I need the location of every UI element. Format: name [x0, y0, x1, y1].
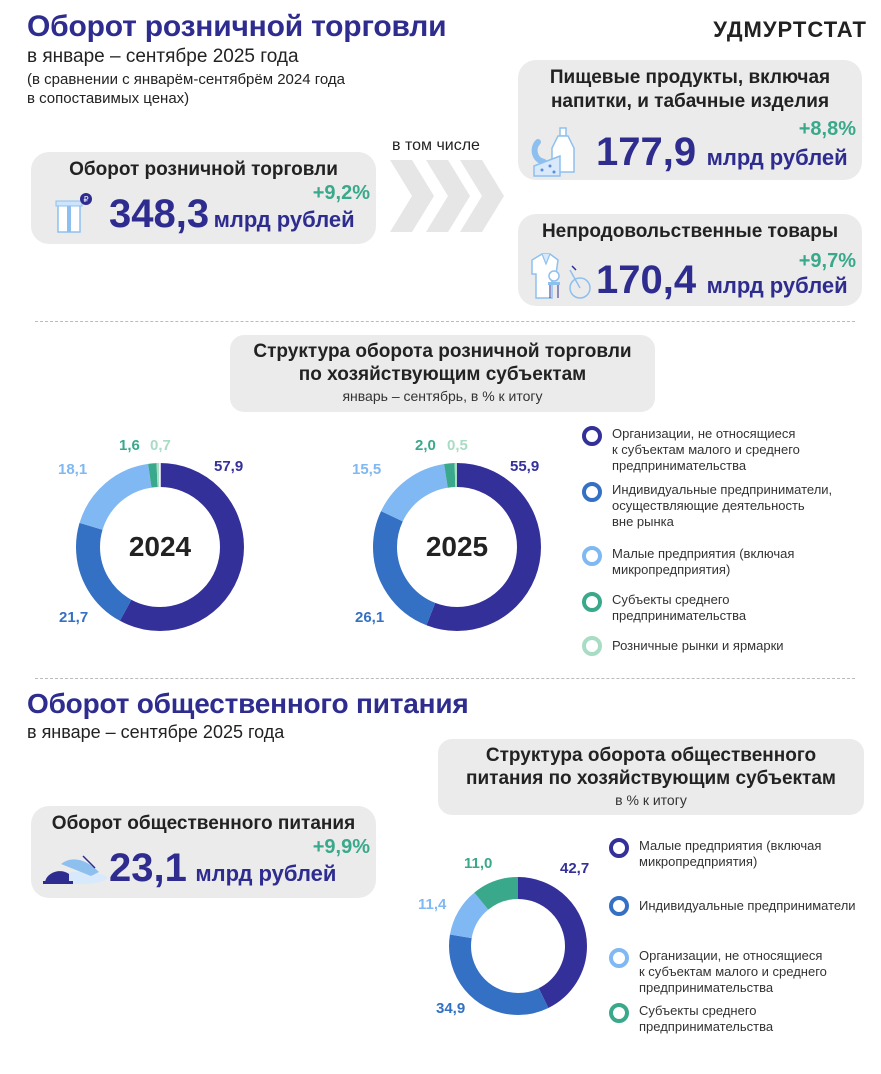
retail-total-value: 348,3 — [109, 192, 210, 236]
retail-structure-title-line2: по хозяйствующим субъектам — [298, 364, 587, 385]
brand-logo: УДМУРТСТАТ — [713, 17, 867, 42]
label-catering-individual: 34,9 — [436, 1000, 466, 1017]
nonfood-value: 170,4 — [596, 258, 697, 302]
legend-text: Субъекты среднего — [612, 592, 730, 607]
legend-text: вне рынка — [612, 514, 674, 529]
donut-catering-svg — [448, 876, 588, 1016]
legend-text: осуществляющие деятельность — [612, 498, 805, 513]
legend-text: Малые предприятия (включая — [639, 838, 822, 853]
legend-ring-icon — [582, 592, 602, 612]
catering-structure-title-line2: питания по хозяйствующим субъектам — [466, 768, 836, 789]
donut-chart-catering — [448, 876, 588, 1016]
legend-item-individual — [609, 896, 874, 948]
donut-chart-2024 — [76, 463, 244, 631]
retail-structure-subtitle: январь – сентябрь, в % к итогу — [342, 388, 543, 404]
page-title: Оборот розничной торговли — [27, 10, 447, 43]
legend-text: Индивидуальные предприниматели — [639, 898, 856, 913]
legend-ring-icon — [609, 1003, 629, 1023]
legend-ring-icon — [582, 426, 602, 446]
legend-item-markets — [582, 636, 872, 656]
catering-change: +9,9% — [312, 836, 370, 858]
retail-total-card — [31, 152, 376, 244]
catering-structure-title-line1: Структура оборота общественного — [485, 745, 817, 766]
legend-text: предпринимательства — [639, 1019, 774, 1034]
retail-total-change: +9,2% — [312, 182, 370, 204]
legend-item-individual — [582, 482, 872, 546]
legend-text: к субъектам малого и среднего — [612, 442, 800, 457]
page-note-line2: в сопоставимых ценах) — [27, 90, 190, 107]
gift-box-ruble-icon — [55, 192, 95, 241]
catering-unit: млрд рублей — [195, 861, 337, 886]
page-subtitle: в январе – сентябре 2025 года — [27, 46, 299, 67]
page-note-line1: (в сравнении с январём-сентябрём 2024 года — [27, 71, 345, 88]
catering-dish-icon — [43, 854, 109, 893]
label-2025-small: 15,5 — [352, 461, 382, 478]
legend-item-small — [582, 546, 872, 592]
section-divider — [35, 321, 855, 322]
catering-card — [31, 806, 376, 898]
legend-text: микропредприятия) — [612, 562, 731, 577]
retail-structure-title-line1: Структура оборота розничной торговли — [253, 341, 632, 362]
label-catering-small: 42,7 — [560, 860, 590, 877]
retail-total-title: Оборот розничной торговли — [69, 159, 338, 180]
label-catering-medium: 11,0 — [464, 855, 493, 872]
food-unit: млрд рублей — [706, 145, 848, 170]
retail-total-unit: млрд рублей — [213, 207, 355, 232]
chevron-arrows-icon — [390, 160, 510, 237]
legend-item-medium — [582, 592, 872, 636]
section-divider — [35, 678, 855, 679]
food-card — [518, 60, 862, 180]
legend-text: Розничные рынки и ярмарки — [612, 638, 784, 653]
donut-chart-2025 — [373, 463, 541, 631]
food-value: 177,9 — [596, 130, 697, 174]
svg-text:₽: ₽ — [83, 195, 89, 204]
catering-legend — [609, 838, 874, 1035]
catering-title: Оборот общественного питания — [27, 688, 469, 719]
nonfood-title: Непродовольственные товары — [541, 221, 839, 242]
legend-text: к субъектам малого и среднего — [639, 964, 827, 979]
legend-text: предпринимательства — [612, 458, 747, 473]
legend-text: Организации, не относящиеся — [612, 426, 796, 441]
label-2025-organizations: 55,9 — [510, 458, 540, 475]
legend-text: микропредприятия) — [639, 854, 758, 869]
legend-item-organizations — [609, 948, 874, 1003]
donut-2025-year: 2025 — [425, 531, 489, 562]
catering-structure-subtitle: в % к итогу — [615, 792, 687, 808]
including-label: в том числе — [392, 137, 480, 154]
food-products-icon — [530, 122, 588, 183]
label-2024-medium: 1,6 — [119, 437, 140, 454]
legend-ring-icon — [582, 546, 602, 566]
label-2025-markets: 0,5 — [447, 437, 468, 454]
retail-structure-header — [230, 335, 655, 412]
legend-item-organizations — [582, 426, 872, 482]
legend-item-medium — [609, 1003, 874, 1035]
legend-text: Индивидуальные предприниматели, — [612, 482, 833, 497]
label-2024-individual: 21,7 — [59, 609, 89, 626]
catering-structure-header — [438, 739, 864, 815]
food-title-line2: напитки, и табачные изделия — [550, 91, 830, 112]
nonfood-card — [518, 214, 862, 306]
legend-ring-icon — [582, 636, 602, 656]
donut-2024-year: 2024 — [128, 531, 192, 562]
legend-text: Организации, не относящиеся — [639, 948, 823, 963]
legend-text: предпринимательства — [612, 608, 747, 623]
legend-ring-icon — [582, 482, 602, 502]
legend-ring-icon — [609, 948, 629, 968]
legend-text: Малые предприятия (включая — [612, 546, 795, 561]
label-2025-medium: 2,0 — [415, 437, 436, 454]
catering-subtitle: в январе – сентябре 2025 года — [27, 722, 285, 742]
nonfood-unit: млрд рублей — [706, 273, 848, 298]
nonfood-change: +9,7% — [798, 250, 856, 272]
legend-item-small — [609, 838, 874, 896]
label-2024-organizations: 57,9 — [214, 458, 244, 475]
food-change: +8,8% — [798, 118, 856, 140]
catering-card-title: Оборот общественного питания — [51, 813, 356, 834]
legend-text: предпринимательства — [639, 980, 774, 995]
legend-text: Субъекты среднего — [639, 1003, 757, 1018]
nonfood-goods-icon — [528, 252, 592, 307]
legend-ring-icon — [609, 838, 629, 858]
label-2025-individual: 26,1 — [355, 609, 385, 626]
legend-ring-icon — [609, 896, 629, 916]
catering-value: 23,1 — [109, 846, 187, 890]
label-2024-markets: 0,7 — [150, 437, 171, 454]
label-2024-small: 18,1 — [58, 461, 88, 478]
label-catering-organizations: 11,4 — [418, 896, 447, 913]
retail-legend — [582, 426, 872, 656]
food-title-line1: Пищевые продукты, включая — [549, 67, 831, 88]
